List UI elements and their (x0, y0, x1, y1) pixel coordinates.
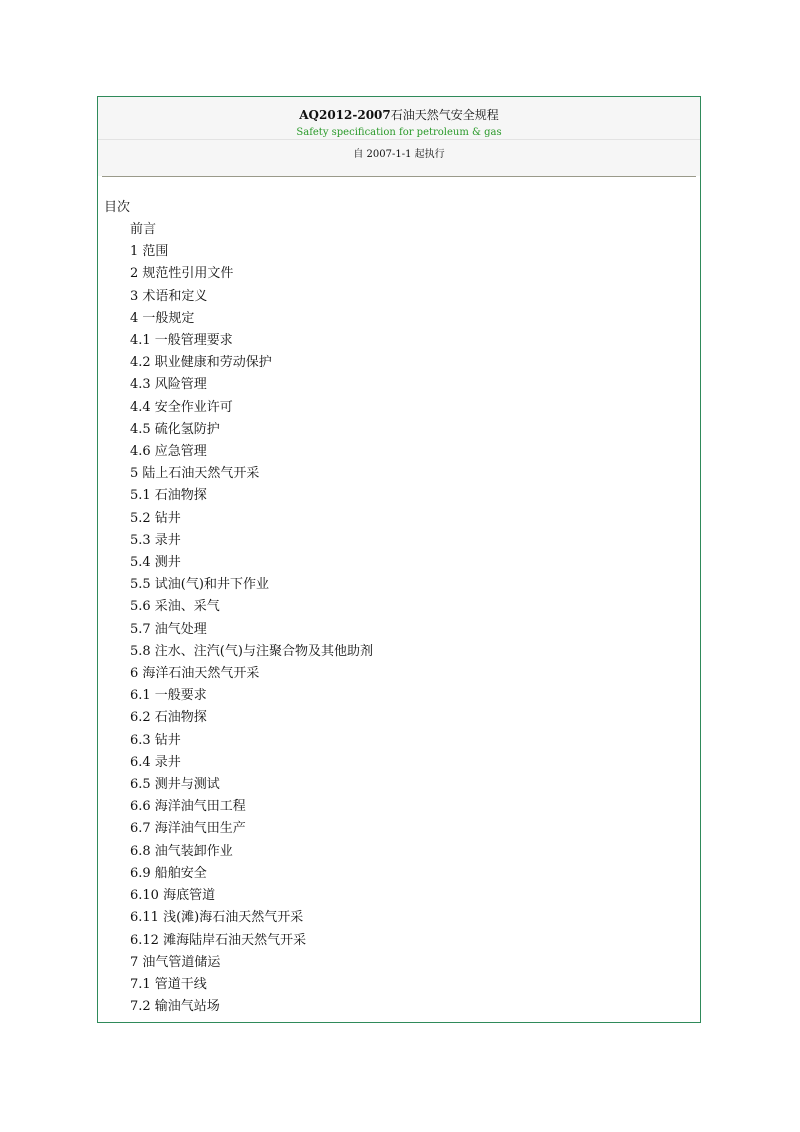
toc-item[interactable]: 3 术语和定义 (130, 288, 208, 304)
toc-item[interactable]: 6.8 油气装卸作业 (130, 843, 233, 859)
toc-heading: 目次 (104, 200, 131, 215)
toc-item[interactable]: 4.5 硫化氢防护 (130, 421, 220, 437)
toc-item[interactable]: 6.2 石油物探 (130, 710, 207, 726)
toc-item[interactable]: 4.1 一般管理要求 (130, 333, 233, 349)
toc-item[interactable]: 6.5 测井与测试 (130, 777, 220, 793)
document-frame (97, 96, 701, 1023)
document-title (98, 107, 700, 123)
toc-item[interactable]: 6.11 浅(滩)海石油天然气开采 (130, 910, 304, 926)
toc-item[interactable]: 5.8 注水、注汽(气)与注聚合物及其他助剂 (130, 643, 373, 659)
toc-item[interactable]: 6 海洋石油天然气开采 (130, 666, 260, 682)
effective-date: 自 2007-1-1 起执行 (98, 140, 700, 176)
toc-item[interactable]: 5.7 油气处理 (130, 621, 207, 637)
toc-item[interactable]: 5.1 石油物探 (130, 488, 207, 504)
toc-item[interactable]: 7.2 输油气站场 (130, 999, 220, 1015)
toc-item[interactable]: 4.2 职业健康和劳动保护 (130, 355, 272, 371)
toc-item[interactable]: 5 陆上石油天然气开采 (130, 466, 260, 482)
divider (102, 176, 696, 177)
document-header (98, 97, 700, 140)
standard-code: AQ2012-2007 (299, 108, 391, 122)
toc-item[interactable]: 6.4 录井 (130, 754, 181, 770)
toc-item[interactable]: 5.5 试油(气)和井下作业 (130, 577, 269, 593)
toc-item[interactable]: 5.2 钻井 (130, 510, 181, 526)
toc-item[interactable]: 4.6 应急管理 (130, 444, 207, 460)
toc-item[interactable]: 前言 (130, 222, 157, 237)
toc-item[interactable]: 1 范围 (130, 244, 169, 260)
toc-item[interactable]: 6.9 船舶安全 (130, 865, 207, 881)
toc-item[interactable]: 6.6 海洋油气田工程 (130, 799, 246, 815)
toc-item[interactable]: 6.12 滩海陆岸石油天然气开采 (130, 932, 307, 948)
english-subtitle: Safety specification for petroleum & gas (296, 127, 502, 138)
toc-item[interactable]: 5.3 录井 (130, 532, 181, 548)
toc-item[interactable]: 6.10 海底管道 (130, 888, 216, 904)
toc-item[interactable]: 6.7 海洋油气田生产 (130, 821, 246, 837)
toc-item[interactable]: 4.4 安全作业许可 (130, 399, 233, 415)
toc-item[interactable]: 5.4 测井 (130, 555, 181, 571)
standard-title: 石油天然气安全规程 (390, 108, 499, 122)
toc-item[interactable]: 5.6 采油、采气 (130, 599, 220, 615)
toc-item[interactable]: 4 一般规定 (130, 310, 195, 326)
toc-list (98, 219, 700, 1018)
toc-item[interactable]: 2 规范性引用文件 (130, 266, 234, 282)
toc-item[interactable]: 7 油气管道储运 (130, 954, 221, 970)
toc-item[interactable]: 6.3 钻井 (130, 732, 181, 748)
toc-item[interactable]: 4.3 风险管理 (130, 377, 207, 393)
toc-item[interactable]: 6.1 一般要求 (130, 688, 207, 704)
toc-item[interactable]: 7.1 管道干线 (130, 976, 207, 992)
table-of-contents (98, 197, 700, 1018)
